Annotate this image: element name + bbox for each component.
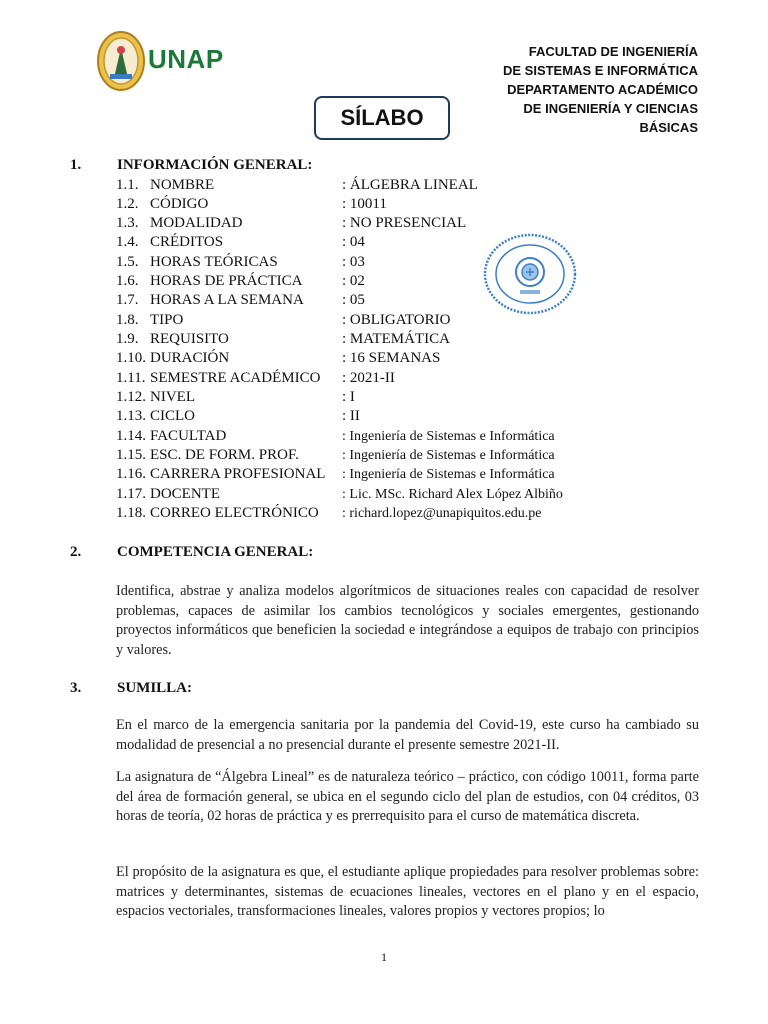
info-value: : NO PRESENCIAL xyxy=(342,215,467,231)
info-value: : Ingeniería de Sistemas e Informática xyxy=(342,448,555,463)
info-number: 1.2. xyxy=(116,196,139,212)
info-value: : 05 xyxy=(342,292,365,308)
info-number: 1.12. xyxy=(116,389,146,405)
sumilla-paragraph: El propósito de la asignatura es que, el estudiante aplique propiedades para resolver problemas sobre: matrices y determinantes, sistemas de ecuaciones lineales, vectores en el plano y en el espacio, espacios vectoriales, transformaciones lineales, valores propios y vectores propios; lo xyxy=(116,864,699,919)
info-number: 1.10. xyxy=(116,350,146,366)
brand-name: UNAP xyxy=(148,44,224,74)
dept-line: DEPARTAMENTO ACADÉMICO xyxy=(507,82,698,97)
info-label: HORAS DE PRÁCTICA xyxy=(150,273,303,289)
info-number: 1.11. xyxy=(116,370,146,386)
info-label: NIVEL xyxy=(150,389,195,405)
info-value: : ÁLGEBRA LINEAL xyxy=(342,177,478,193)
dept-line: FACULTAD DE INGENIERÍA xyxy=(528,44,698,59)
info-value: : Lic. MSc. Richard Alex López Albiño xyxy=(342,487,563,502)
info-number: 1.4. xyxy=(116,234,139,250)
info-label: ESC. DE FORM. PROF. xyxy=(150,447,299,463)
section-number: 3. xyxy=(70,680,82,696)
info-value: : 02 xyxy=(342,273,365,289)
section-title: COMPETENCIA GENERAL: xyxy=(117,544,314,560)
info-number: 1.3. xyxy=(116,215,139,231)
info-value: : 10011 xyxy=(342,196,387,212)
department-stamp-icon xyxy=(482,232,578,316)
info-value: : Ingeniería de Sistemas e Informática xyxy=(342,429,555,444)
info-value: : II xyxy=(342,408,360,424)
info-value: : 2021-II xyxy=(342,370,395,386)
info-number: 1.18. xyxy=(116,505,146,521)
info-number: 1.15. xyxy=(116,447,146,463)
dept-line: DE INGENIERÍA Y CIENCIAS xyxy=(523,101,698,116)
info-label: HORAS TEÓRICAS xyxy=(150,254,278,270)
section-title: SUMILLA: xyxy=(117,680,193,696)
info-label: SEMESTRE ACADÉMICO xyxy=(150,370,321,386)
info-number: 1.8. xyxy=(116,312,139,328)
department-heading xyxy=(438,42,698,137)
info-number: 1.13. xyxy=(116,408,146,424)
info-label: MODALIDAD xyxy=(150,215,243,231)
sumilla-paragraph: En el marco de la emergencia sanitaria por la pandemia del Covid-19, este curso ha cambiado su modalidad de presencial a no presencial durante el presente semestre 2021-II. xyxy=(116,717,699,753)
info-value: : OBLIGATORIO xyxy=(342,312,451,328)
info-label: TIPO xyxy=(150,312,184,328)
info-label: CICLO xyxy=(150,408,195,424)
info-label: CÓDIGO xyxy=(150,196,209,212)
section-title: INFORMACIÓN GENERAL: xyxy=(117,157,313,173)
info-value: : 04 xyxy=(342,234,365,250)
info-value: : Ingeniería de Sistemas e Informática xyxy=(342,467,555,482)
sumilla-paragraph: La asignatura de “Álgebra Lineal” es de naturaleza teórico – práctico, con código 10011, forma parte del área de formación general, se ubica en el segundo ciclo del plan de estudios, con 04 créditos, 03 horas de teoría, 02 horas de práctica y es prerrequisito para el curso de matemática discreta. xyxy=(116,769,699,824)
info-label: CRÉDITOS xyxy=(150,234,224,250)
info-label: DURACIÓN xyxy=(150,350,230,366)
dept-line: BÁSICAS xyxy=(639,120,698,135)
info-value: : MATEMÁTICA xyxy=(342,331,450,347)
university-seal-icon xyxy=(96,30,146,92)
info-value: : I xyxy=(342,389,355,405)
info-number: 1.14. xyxy=(116,428,146,444)
document-title: SÍLABO xyxy=(314,96,450,140)
info-label: FACULTAD xyxy=(150,428,227,444)
info-number: 1.7. xyxy=(116,292,139,308)
section-number: 1. xyxy=(70,157,82,173)
dept-line: DE SISTEMAS E INFORMÁTICA xyxy=(502,63,698,78)
section-number: 2. xyxy=(70,544,82,560)
info-label: CARRERA PROFESIONAL xyxy=(150,466,326,482)
info-value: : 03 xyxy=(342,254,365,270)
info-number: 1.9. xyxy=(116,331,139,347)
info-label: REQUISITO xyxy=(150,331,229,347)
info-value[interactable]: : richard.lopez@unapiquitos.edu.pe xyxy=(342,506,542,521)
info-value: : 16 SEMANAS xyxy=(342,350,441,366)
page-number: 1 xyxy=(381,950,387,964)
info-number: 1.17. xyxy=(116,486,146,502)
info-label: CORREO ELECTRÓNICO xyxy=(150,505,319,521)
info-number: 1.16. xyxy=(116,466,146,482)
info-number: 1.1. xyxy=(116,177,139,193)
university-logo xyxy=(96,28,226,94)
info-label: HORAS A LA SEMANA xyxy=(150,292,304,308)
info-label: DOCENTE xyxy=(150,486,220,502)
info-number: 1.5. xyxy=(116,254,139,270)
info-label: NOMBRE xyxy=(150,177,215,193)
competencia-paragraph: Identifica, abstrae y analiza modelos algorítmicos de situaciones reales con capacidad de resolver problemas, capaces de asimilar los cambios tecnológicos y sociales emergentes, gestionando proyectos informáticos que beneficien la sociedad e integrándose a equipos de trabajo con principios y valores. xyxy=(116,583,699,658)
info-number: 1.6. xyxy=(116,273,139,289)
